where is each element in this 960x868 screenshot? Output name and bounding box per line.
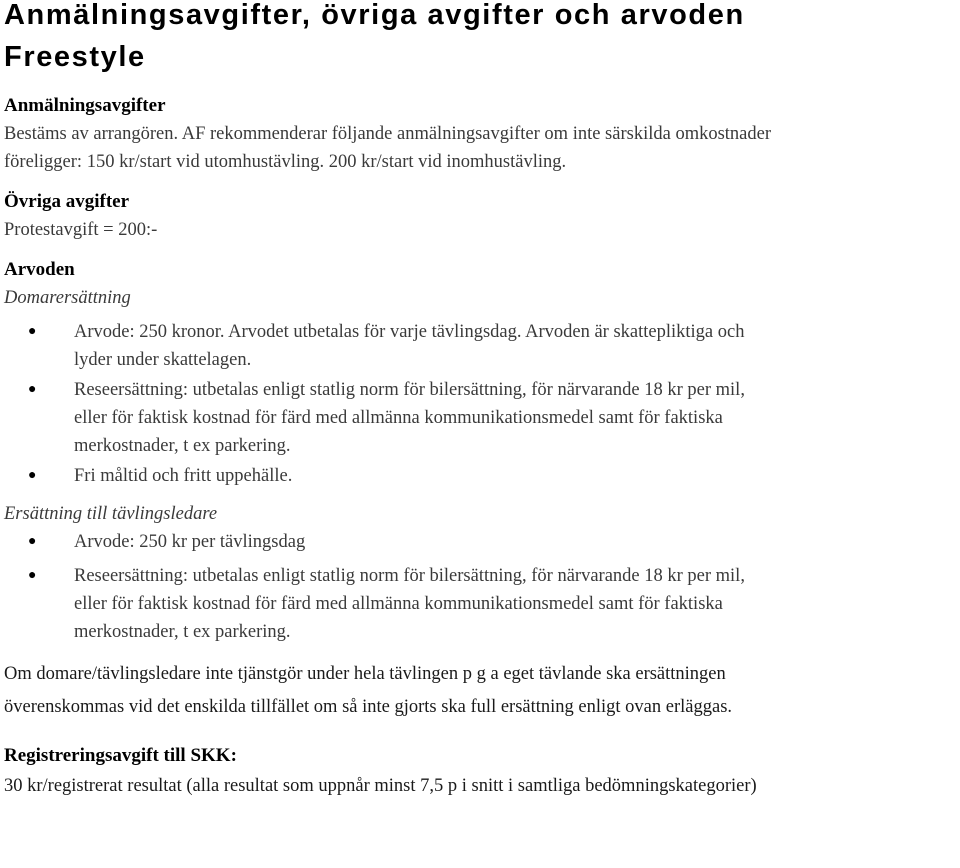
heading-anmalningsavgifter: Anmälningsavgifter <box>4 95 166 116</box>
list-item-line: Reseersättning: utbetalas enligt statlig norm för bilersättning, för närvarande 18 kr per mil, <box>74 566 745 586</box>
bullet-icon: ● <box>28 568 37 583</box>
list-item-line: eller för faktisk kostnad för färd med allmänna kommunikationsmedel samt för faktiska <box>74 408 723 428</box>
anmalan-text-line-1: Bestäms av arrangören. AF rekommenderar följande anmälningsavgifter om inte särskilda omkostnader <box>4 124 772 144</box>
domare-list <box>4 318 956 490</box>
heading-arvoden: Arvoden <box>4 259 75 280</box>
registrering-text: 30 kr/registrerat resultat (alla resultat som uppnår minst 7,5 p i snitt i samtliga bedömningskategorier) <box>4 776 757 796</box>
list-item-line: merkostnader, t ex parkering. <box>74 436 291 456</box>
list-item-line: eller för faktisk kostnad för färd med allmänna kommunikationsmedel samt för faktiska <box>74 594 723 614</box>
bullet-icon: ● <box>28 382 37 397</box>
subheading-tavlingsledare: Ersättning till tävlingsledare <box>4 504 218 524</box>
list-item <box>28 562 956 646</box>
list-item-line: Arvode: 250 kr per tävlingsdag <box>74 532 306 552</box>
list-item-line: Arvode: 250 kronor. Arvodet utbetalas för varje tävlingsdag. Arvoden är skattepliktiga och <box>74 322 745 342</box>
section-arvoden <box>4 256 956 724</box>
note-line-2: överenskommas vid det enskilda tillfället om så inte gjorts ska full ersättning enligt ovan erläggas. <box>4 697 733 717</box>
title-line-1: Anmälningsavgifter, övriga avgifter och arvoden <box>4 0 745 31</box>
list-item-line: merkostnader, t ex parkering. <box>74 622 291 642</box>
list-item-line: Fri måltid och fritt uppehälle. <box>74 466 293 486</box>
list-item-line: Reseersättning: utbetalas enligt statlig norm för bilersättning, för närvarande 18 kr per mil, <box>74 380 745 400</box>
heading-registreringsavgift: Registreringsavgift till SKK: <box>4 745 237 766</box>
anmalan-text-line-2: föreligger: 150 kr/start vid utomhustävling. 200 kr/start vid inomhustävling. <box>4 152 567 172</box>
bullet-icon: ● <box>28 468 37 483</box>
list-item <box>28 462 956 490</box>
tavlingsledare-list <box>4 528 956 646</box>
list-item <box>28 318 956 374</box>
heading-ovriga-avgifter: Övriga avgifter <box>4 191 130 212</box>
bullet-icon: ● <box>28 324 37 339</box>
list-item <box>28 376 956 460</box>
section-ovriga-avgifter <box>4 188 956 244</box>
page-title <box>4 0 956 78</box>
list-item-line: lyder under skattelagen. <box>74 350 252 370</box>
bullet-icon: ● <box>28 534 37 549</box>
title-line-2: Freestyle <box>4 41 146 73</box>
list-item <box>28 528 956 556</box>
section-anmalningsavgifter <box>4 92 956 176</box>
protestavgift-text: Protestavgift = 200:- <box>4 220 158 240</box>
note-line-1: Om domare/tävlingsledare inte tjänstgör under hela tävlingen p g a eget tävlande ska ersättningen <box>4 664 726 684</box>
section-registreringsavgift <box>4 742 956 803</box>
subheading-domarersattning: Domarersättning <box>4 288 131 308</box>
